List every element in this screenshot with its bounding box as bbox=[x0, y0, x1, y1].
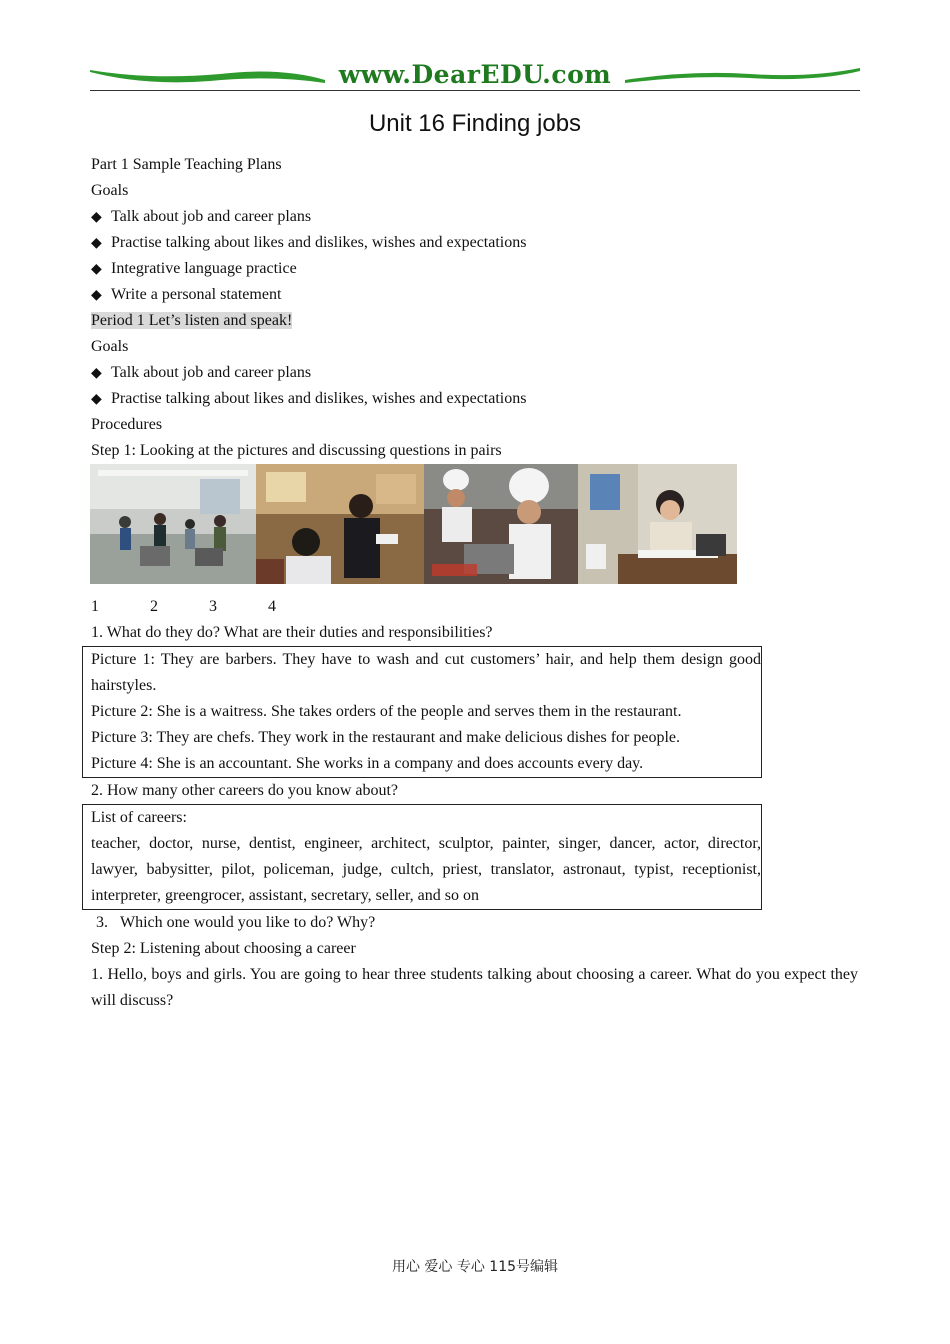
site-name bbox=[90, 60, 860, 89]
header-divider bbox=[90, 90, 860, 91]
question-1: 1. What do they do? What are their duties and responsibilities? bbox=[91, 624, 493, 641]
picture-number-labels bbox=[91, 594, 327, 620]
goal-item bbox=[91, 282, 861, 308]
barbers-photo bbox=[90, 464, 256, 584]
question-3: 3. Which one would you like to do? Why? bbox=[96, 914, 376, 931]
diamond-bullet-icon: ◆ bbox=[91, 287, 102, 303]
answers-box bbox=[82, 646, 762, 778]
goal-text: Practise talking about likes and dislikes, wishes and expectations bbox=[111, 234, 527, 251]
goal-item bbox=[91, 256, 861, 282]
goal-text: Talk about job and career plans bbox=[111, 208, 312, 225]
part-heading: Part 1 Sample Teaching Plans bbox=[91, 156, 282, 173]
answer-picture-3: Picture 3: They are chefs. They work in the restaurant and make delicious dishes for people. bbox=[91, 729, 680, 746]
question-2: 2. How many other careers do you know about? bbox=[91, 782, 399, 799]
goals-label: Goals bbox=[91, 182, 129, 199]
step2-question-1: 1. Hello, boys and girls. You are going to hear three students talking about choosing a career. What do you expect they will discuss? bbox=[91, 966, 858, 1009]
diamond-bullet-icon: ◆ bbox=[91, 209, 102, 225]
period-goal-text: Talk about job and career plans bbox=[111, 364, 312, 381]
page-footer: 用心 爱心 专心 115号编辑 bbox=[391, 1259, 559, 1275]
picture-number: 4 bbox=[268, 598, 276, 615]
diamond-bullet-icon: ◆ bbox=[91, 391, 102, 407]
picture-number: 1 bbox=[91, 598, 99, 615]
careers-list: teacher, doctor, nurse, dentist, engineer, architect, sculptor, painter, singer, dancer, actor, director, lawyer, babysitter, pilot, policeman, judge, cultch, priest, translator, astronaut, typist, receptionist, interpreter, greengrocer, assistant, secretary, seller, and so on bbox=[91, 835, 761, 904]
goal-item bbox=[91, 204, 861, 230]
site-header-banner bbox=[90, 62, 860, 92]
period-goal-text: Practise talking about likes and dislikes, wishes and expectations bbox=[111, 390, 527, 407]
answer-picture-4: Picture 4: She is an accountant. She works in a company and does accounts every day. bbox=[91, 755, 644, 772]
procedures-label: Procedures bbox=[91, 416, 163, 433]
diamond-bullet-icon: ◆ bbox=[91, 261, 102, 277]
site-name-text: www.DearEDU.com bbox=[335, 60, 616, 89]
page-title: Unit 16 Finding jobs bbox=[368, 110, 582, 137]
step1-heading: Step 1: Looking at the pictures and discussing questions in pairs bbox=[91, 442, 502, 459]
goal-item bbox=[91, 230, 861, 256]
answer-picture-1: Picture 1: They are barbers. They have to wash and cut customers’ hair, and help them design good hairstyles. bbox=[91, 651, 761, 694]
careers-label: List of careers: bbox=[91, 809, 187, 826]
job-pictures-strip bbox=[90, 464, 737, 584]
period-heading-text: Period 1 Let’s listen and speak! bbox=[91, 312, 293, 329]
waitress-photo bbox=[256, 464, 424, 584]
teaching-plan-body bbox=[91, 152, 861, 464]
goal-text: Integrative language practice bbox=[111, 260, 297, 277]
period-heading bbox=[91, 308, 861, 334]
diamond-bullet-icon: ◆ bbox=[91, 365, 102, 381]
period-goal-item bbox=[91, 360, 861, 386]
step2-heading: Step 2: Listening about choosing a career bbox=[91, 940, 356, 957]
period-goal-item bbox=[91, 386, 861, 412]
chefs-photo bbox=[424, 464, 578, 584]
diamond-bullet-icon: ◆ bbox=[91, 235, 102, 251]
accountant-photo bbox=[578, 464, 737, 584]
period-goals-label: Goals bbox=[91, 338, 129, 355]
answer-picture-2: Picture 2: She is a waitress. She takes orders of the people and serves them in the restaurant. bbox=[91, 703, 682, 720]
careers-box bbox=[82, 804, 762, 910]
picture-number: 2 bbox=[150, 598, 158, 615]
picture-number: 3 bbox=[209, 598, 217, 615]
goal-text: Write a personal statement bbox=[111, 286, 282, 303]
